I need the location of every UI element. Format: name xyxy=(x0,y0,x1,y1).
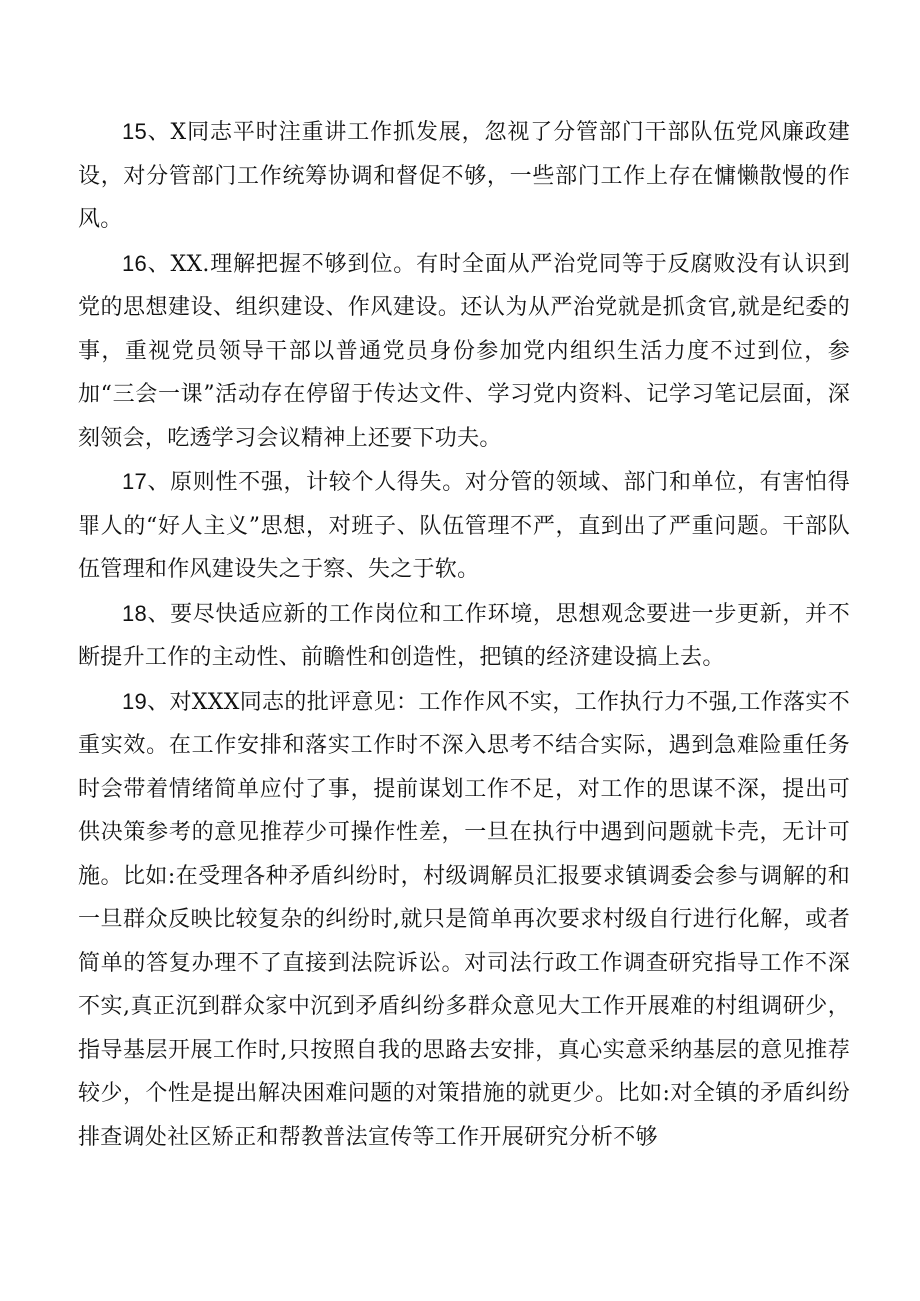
paragraph-text: 、原则性不强，计较个人得失。对分管的领域、部门和单位，有害怕得罪人的“好人主义”思想，对班子、队伍管理不严，直到出了严重问题。干部队伍管理和作风建设失之于察、失之于软。 xyxy=(78,470,850,582)
paragraph-text: 、对XXX同志的批评意见：工作作风不实，工作执行力不强,工作落实不重实效。在工作安排和落实工作时不深入思考不结合实际，遇到急难险重任务时会带着情绪简单应付了事，提前谋划工作不足，对工作的思谋不深，提出可供决策参考的意见推荐少可操作性差，一旦在执行中遇到问题就卡壳，无计可施。比如:在受理各种矛盾纠纷时，村级调解员汇报要求镇调委会参与调解的和一旦群众反映比较复杂的纠纷时,就只是简单再次要求村级自行进行化解，或者简单的答复办理不了直接到法院诉讼。对司法行政工作调查研究指导工作不深不实,真正沉到群众家中沉到矛盾纠纷多群众意见大工作开展难的村组调研少，指导基层开展工作时,只按照自我的思路去安排，真心实意采纳基层的意见推荐较少，个性是提出解决困难问题的对策措施的就更少。比如:对全镇的矛盾纠纷排查调处社区矫正和帮教普法宣传等工作开展研究分析不够 xyxy=(78,689,850,1150)
paragraph-text: 、XX.理解把握不够到位。有时全面从严治党同等于反腐败没有认识到党的思想建设、组织建设、作风建设。还认为从严治党就是抓贪官,就是纪委的事，重视党员领导干部以普通党员身份参加党内组织生活力度不过到位，参加“三会一课”活动存在停留于传达文件、学习党内资料、记学习笔记层面，深刻领会，吃透学习会议精神上还要下功夫。 xyxy=(78,251,850,451)
paragraph-text: 、要尽快适应新的工作岗位和工作环境，思想观念要进一步更新，并不断提升工作的主动性、前瞻性和创造性，把镇的经济建设搞上去。 xyxy=(78,601,850,670)
document-body xyxy=(78,110,850,1159)
paragraph-number: 15 xyxy=(122,119,148,144)
paragraph-15 xyxy=(78,110,850,242)
paragraph-18 xyxy=(78,592,850,680)
paragraph-17 xyxy=(78,460,850,592)
paragraph-19 xyxy=(78,680,850,1160)
paragraph-number: 19 xyxy=(122,688,148,714)
paragraph-number: 18 xyxy=(122,600,148,626)
paragraph-16 xyxy=(78,242,850,461)
paragraph-number: 16 xyxy=(122,250,148,276)
paragraph-number: 17 xyxy=(122,469,148,494)
paragraph-text: 、X同志平时注重讲工作抓发展，忽视了分管部门干部队伍党风廉政建设，对分管部门工作统筹协调和督促不够，一些部门工作上存在慵懒散慢的作风。 xyxy=(78,120,850,232)
